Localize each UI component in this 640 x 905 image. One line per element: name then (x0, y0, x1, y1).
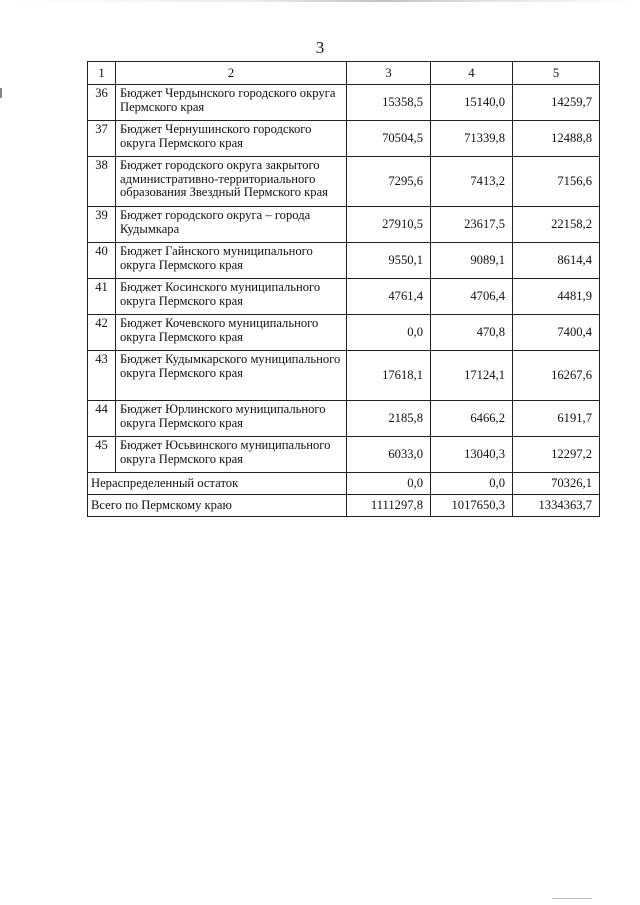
header-col-1: 1 (88, 62, 116, 85)
value-col-5: 7400,4 (513, 315, 600, 351)
table-row (88, 121, 600, 157)
unallocated-col-3: 0,0 (347, 473, 431, 495)
value-col-4: 13040,3 (431, 437, 513, 473)
unallocated-col-5: 70326,1 (513, 473, 600, 495)
header-col-5: 5 (513, 62, 600, 85)
unallocated-col-4: 0,0 (431, 473, 513, 495)
value-col-4: 7413,2 (431, 157, 513, 207)
total-label: Всего по Пермскому краю (88, 495, 347, 517)
value-col-3: 27910,5 (347, 207, 431, 243)
table-row (88, 207, 600, 243)
table-row (88, 437, 600, 473)
table-row (88, 279, 600, 315)
value-col-4: 470,8 (431, 315, 513, 351)
row-number: 43 (88, 351, 116, 401)
row-number: 45 (88, 437, 116, 473)
value-col-4: 4706,4 (431, 279, 513, 315)
row-number: 36 (88, 85, 116, 121)
total-col-3: 1111297,8 (347, 495, 431, 517)
budget-name: Бюджет городского округа – города Кудымкара (116, 207, 347, 243)
row-number: 38 (88, 157, 116, 207)
budget-name: Бюджет Косинского муниципального округа Пермского края (116, 279, 347, 315)
value-col-5: 8614,4 (513, 243, 600, 279)
row-number: 41 (88, 279, 116, 315)
table-row (88, 243, 600, 279)
header-col-3: 3 (347, 62, 431, 85)
table-row (88, 401, 600, 437)
table-header-row (88, 62, 600, 85)
value-col-3: 2185,8 (347, 401, 431, 437)
row-number: 44 (88, 401, 116, 437)
value-col-3: 4761,4 (347, 279, 431, 315)
budget-name: Бюджет Гайнского муниципального округа Пермского края (116, 243, 347, 279)
value-col-5: 4481,9 (513, 279, 600, 315)
scan-edge-top (0, 0, 640, 2)
header-col-4: 4 (431, 62, 513, 85)
row-number: 40 (88, 243, 116, 279)
row-number: 37 (88, 121, 116, 157)
unallocated-label: Нераспределенный остаток (88, 473, 347, 495)
value-col-3: 6033,0 (347, 437, 431, 473)
table-row (88, 351, 600, 401)
total-col-5: 1334363,7 (513, 495, 600, 517)
budget-name: Бюджет городского округа закрытого административно-территориального образования Звездный Пермского края (116, 157, 347, 207)
header-col-2: 2 (116, 62, 347, 85)
table-row (88, 85, 600, 121)
value-col-5: 12297,2 (513, 437, 600, 473)
budget-name: Бюджет Юсьвинского муниципального округа Пермского края (116, 437, 347, 473)
value-col-4: 17124,1 (431, 351, 513, 401)
budget-name: Бюджет Чердынского городского округа Пермского края (116, 85, 347, 121)
budget-name: Бюджет Чернушинского городского округа Пермского края (116, 121, 347, 157)
value-col-3: 9550,1 (347, 243, 431, 279)
value-col-5: 22158,2 (513, 207, 600, 243)
value-col-3: 15358,5 (347, 85, 431, 121)
value-col-5: 16267,6 (513, 351, 600, 401)
value-col-3: 7295,6 (347, 157, 431, 207)
unallocated-row (88, 473, 600, 495)
budget-name: Бюджет Юрлинского муниципального округа Пермского края (116, 401, 347, 437)
total-row (88, 495, 600, 517)
value-col-4: 6466,2 (431, 401, 513, 437)
value-col-3: 17618,1 (347, 351, 431, 401)
value-col-5: 14259,7 (513, 85, 600, 121)
budget-table (87, 61, 600, 517)
scan-mark-left (0, 88, 2, 98)
scan-mark-bottom (552, 898, 592, 899)
page-number: 3 (315, 38, 325, 57)
budget-name: Бюджет Кочевского муниципального округа Пермского края (116, 315, 347, 351)
value-col-3: 0,0 (347, 315, 431, 351)
row-number: 42 (88, 315, 116, 351)
value-col-5: 12488,8 (513, 121, 600, 157)
value-col-3: 70504,5 (347, 121, 431, 157)
table-row (88, 157, 600, 207)
budget-name: Бюджет Кудымкарского муниципального округа Пермского края (116, 351, 347, 401)
table-row (88, 315, 600, 351)
value-col-4: 9089,1 (431, 243, 513, 279)
value-col-5: 6191,7 (513, 401, 600, 437)
total-col-4: 1017650,3 (431, 495, 513, 517)
row-number: 39 (88, 207, 116, 243)
value-col-5: 7156,6 (513, 157, 600, 207)
value-col-4: 15140,0 (431, 85, 513, 121)
value-col-4: 23617,5 (431, 207, 513, 243)
value-col-4: 71339,8 (431, 121, 513, 157)
